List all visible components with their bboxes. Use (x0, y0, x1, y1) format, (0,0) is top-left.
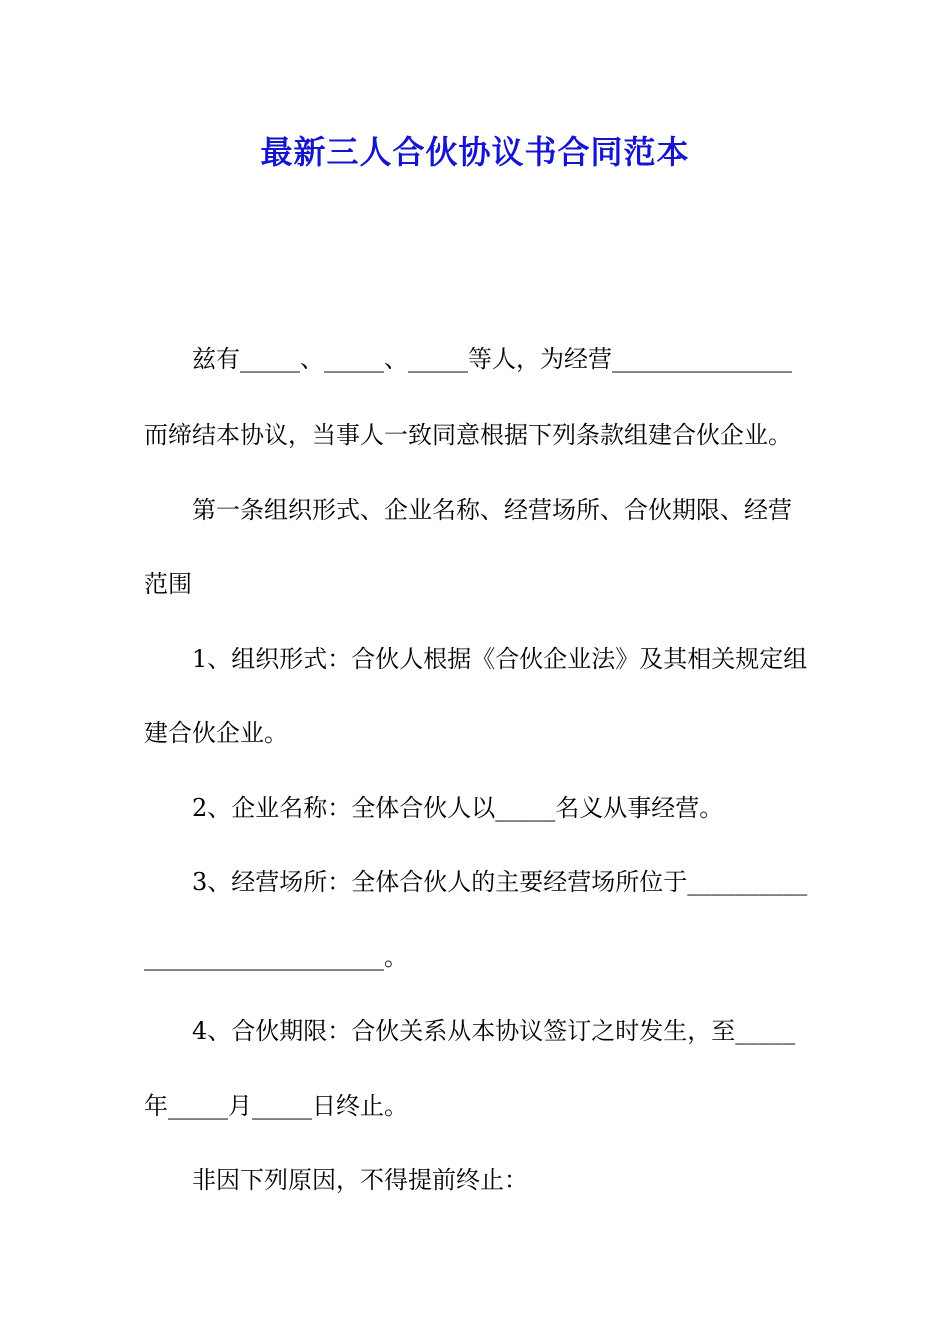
document-title: 最新三人合伙协议书合同范本 (260, 133, 690, 171)
clause-line: 建合伙企业。 (144, 719, 288, 747)
clause-line: 2、企业名称：全体合伙人以_____名义从事经营。 (192, 794, 724, 822)
clause-line: 1、组织形式：合伙人根据《合伙企业法》及其相关规定组 (192, 645, 808, 673)
article-heading-continued: 范围 (144, 570, 192, 598)
paragraph-line: 而缔结本协议，当事人一致同意根据下列条款组建合伙企业。 (144, 421, 792, 449)
clause-line: ____________________。 (144, 943, 408, 971)
article-heading: 第一条组织形式、企业名称、经营场所、合伙期限、经营 (192, 496, 792, 524)
paragraph-line: 兹有_____、_____、_____等人，为经营_______________ (192, 345, 792, 373)
clause-line: 4、合伙期限：合伙关系从本协议签订之时发生，至_____ (192, 1017, 796, 1045)
clause-line: 3、经营场所：全体合伙人的主要经营场所位于__________ (192, 868, 808, 896)
clause-line: 年_____月_____日终止。 (144, 1092, 408, 1120)
clause-line: 非因下列原因，不得提前终止： (192, 1166, 528, 1194)
